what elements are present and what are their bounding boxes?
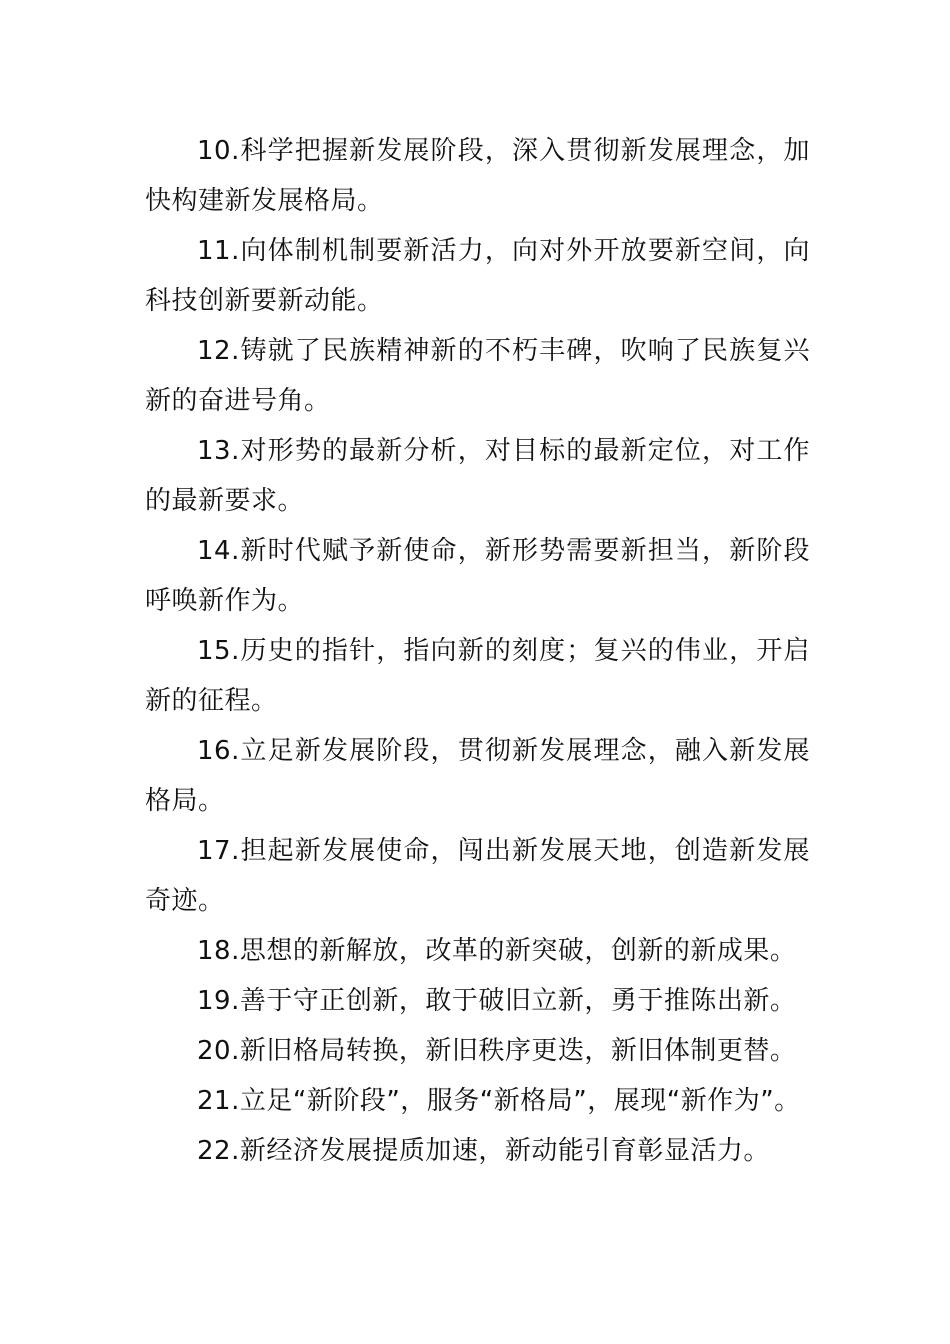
paragraph-22: 22.新经济发展提质加速，新动能引育彰显活力。 [197, 1136, 770, 1166]
paragraph-19: 19.善于守正创新，敢于破旧立新，勇于推陈出新。 [197, 986, 797, 1016]
paragraph-15: 15.历史的指针，指向新的刻度；复兴的伟业，开启新的征程。 [145, 636, 810, 716]
paragraph-17: 17.担起新发展使命，闯出新发展天地，创造新发展奇迹。 [145, 836, 810, 916]
paragraph-20: 20.新旧格局转换，新旧秩序更迭，新旧体制更替。 [197, 1036, 797, 1066]
paragraph-18: 18.思想的新解放，改革的新突破，创新的新成果。 [197, 936, 797, 966]
paragraph-13: 13.对形势的最新分析，对目标的最新定位，对工作的最新要求。 [145, 436, 810, 516]
paragraph-21: 21.立足“新阶段”，服务“新格局”，展现“新作为”。 [197, 1086, 801, 1116]
paragraph-12: 12.铸就了民族精神新的不朽丰碑，吹响了民族复兴新的奋进号角。 [145, 336, 810, 416]
paragraph-16: 16.立足新发展阶段，贯彻新发展理念，融入新发展格局。 [145, 736, 810, 816]
paragraph-14: 14.新时代赋予新使命，新形势需要新担当，新阶段呼唤新作为。 [145, 536, 810, 616]
paragraph-11: 11.向体制机制要新活力，向对外开放要新空间，向科技创新要新动能。 [145, 236, 810, 316]
document-body [145, 126, 810, 1176]
paragraph-10: 10.科学把握新发展阶段，深入贯彻新发展理念，加快构建新发展格局。 [145, 136, 810, 216]
